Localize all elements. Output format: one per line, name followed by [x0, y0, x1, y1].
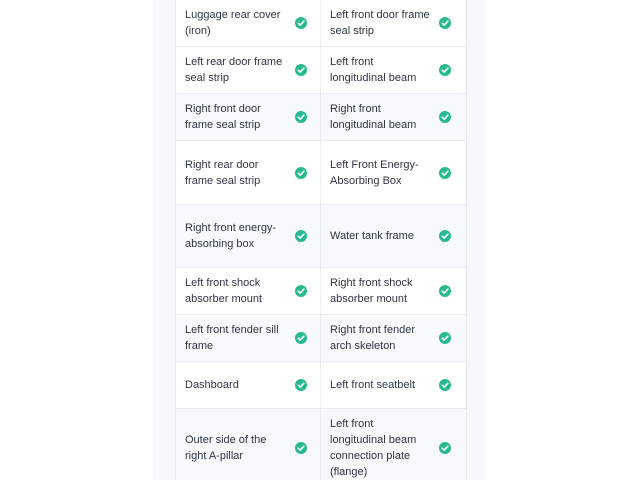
item-label: Left rear door frame seal strip: [185, 56, 283, 84]
inspection-table: [175, 0, 467, 480]
check-circle-icon: [439, 167, 451, 179]
table-cell: [176, 94, 320, 140]
check-circle-icon: [295, 230, 307, 242]
table-row: [176, 141, 466, 205]
item-label: Water tank frame: [330, 230, 414, 242]
table-cell: [320, 0, 464, 46]
check-circle-icon: [295, 285, 307, 297]
table-cell: [320, 94, 464, 140]
check-circle-icon: [439, 285, 451, 297]
check-circle-icon: [439, 17, 451, 29]
table-cell: [320, 315, 464, 361]
table-row: [176, 268, 466, 315]
check-circle-icon: [295, 17, 307, 29]
table-cell: [176, 141, 320, 204]
table-cell: [320, 205, 464, 267]
table-cell: [176, 0, 320, 46]
check-circle-icon: [295, 442, 307, 454]
table-cell: [320, 47, 464, 93]
table-row: [176, 47, 466, 94]
check-circle-icon: [439, 332, 451, 344]
check-circle-icon: [295, 111, 307, 123]
check-circle-icon: [295, 167, 307, 179]
table-row: [176, 362, 466, 409]
table-row: [176, 0, 466, 47]
item-label: Left front shock absorber mount: [185, 277, 263, 305]
check-circle-icon: [295, 379, 307, 391]
item-label: Left front longitudinal beam connection plate (flange): [330, 418, 417, 478]
table-cell: [176, 315, 320, 361]
check-circle-icon: [439, 111, 451, 123]
item-label: Right front shock absorber mount: [330, 277, 413, 305]
check-circle-icon: [439, 379, 451, 391]
check-circle-icon: [295, 332, 307, 344]
table-cell: [176, 268, 320, 314]
check-circle-icon: [295, 64, 307, 76]
item-label: Right rear door frame seal strip: [185, 158, 261, 187]
item-label: Right front fender arch skeleton: [330, 324, 415, 352]
table-row: [176, 315, 466, 362]
table-cell: [320, 141, 464, 204]
item-label: Left front seatbelt: [330, 379, 415, 391]
table-cell: [176, 205, 320, 267]
item-label: Outer side of the right A-pillar: [185, 434, 267, 462]
check-circle-icon: [439, 230, 451, 242]
table-cell: [176, 362, 320, 408]
item-label: Left front door frame seal strip: [330, 9, 430, 37]
table-row: [176, 205, 466, 268]
item-label: Right front energy-absorbing box: [185, 222, 277, 250]
item-label: Left front fender sill frame: [185, 324, 279, 352]
table-cell: [176, 47, 320, 93]
item-label: Left Front Energy-Absorbing Box: [330, 158, 419, 187]
table-cell: [320, 362, 464, 408]
item-label: Dashboard: [185, 379, 239, 391]
check-circle-icon: [439, 442, 451, 454]
table-cell: [320, 409, 464, 480]
item-label: Luggage rear cover (iron): [185, 9, 281, 37]
check-circle-icon: [439, 64, 451, 76]
item-label: Right front door frame seal strip: [185, 103, 261, 131]
item-label: Right front longitudinal beam: [330, 103, 417, 131]
table-row: [176, 94, 466, 141]
table-row: [176, 409, 466, 480]
table-cell: [176, 409, 320, 480]
item-label: Left front longitudinal beam: [330, 56, 417, 84]
table-cell: [320, 268, 464, 314]
